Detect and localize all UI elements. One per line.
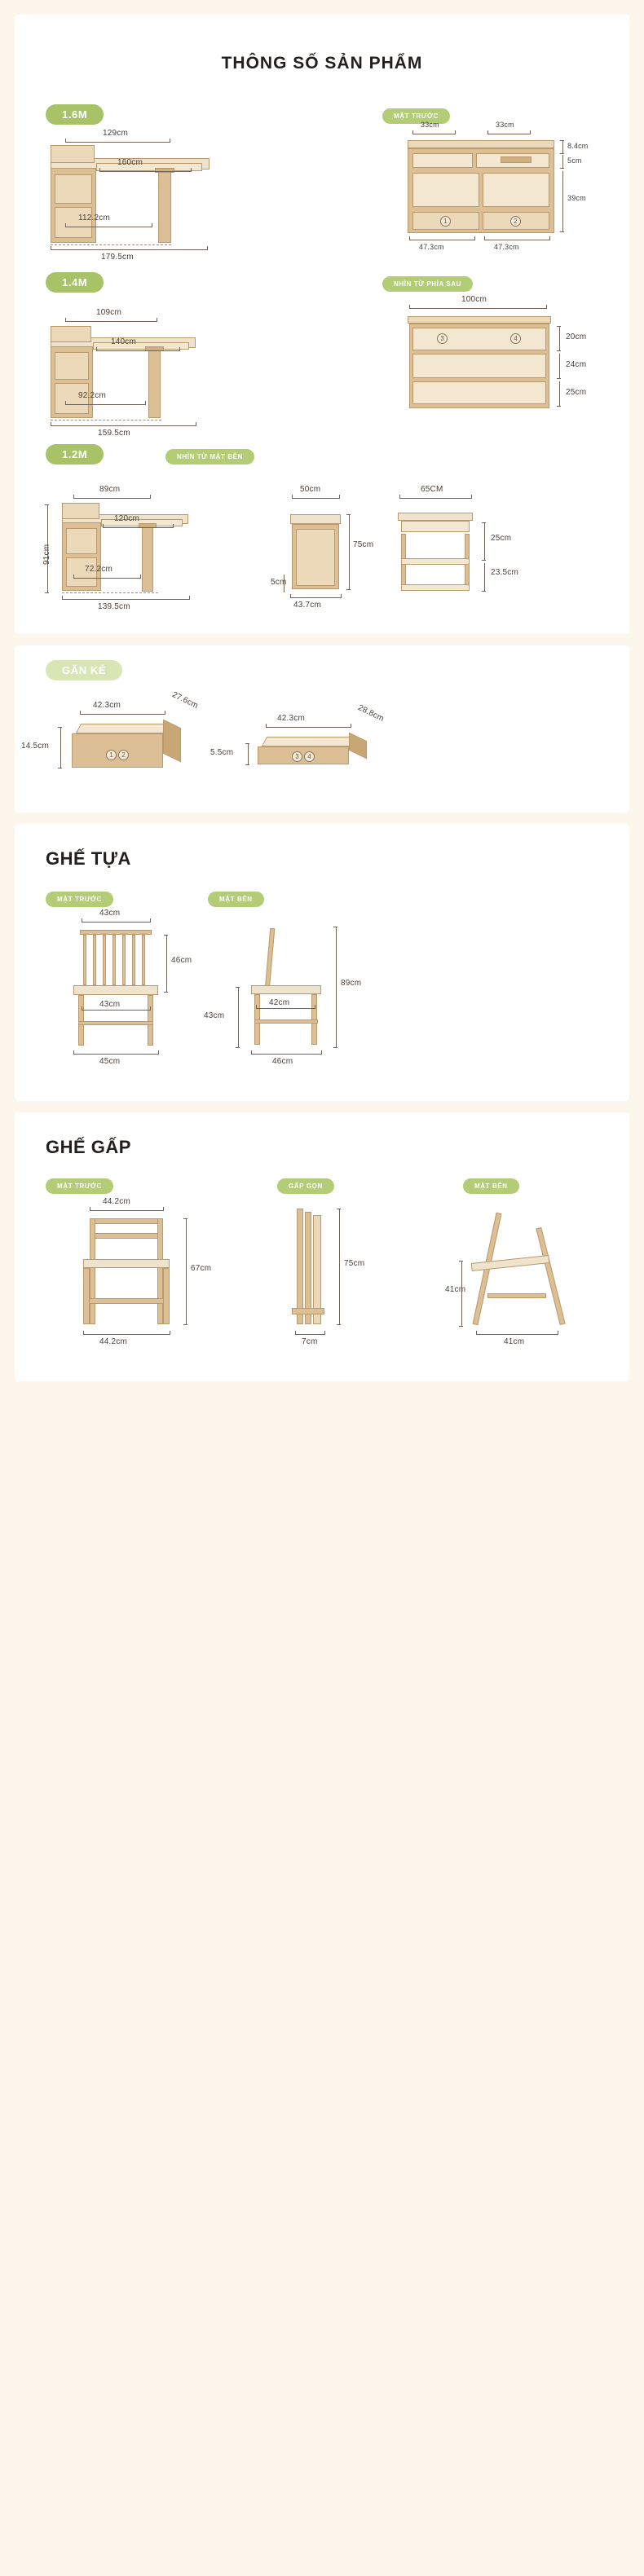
badge-front-view: MẶT TRƯỚC: [382, 108, 450, 124]
dim-front-h3: 39cm: [567, 194, 586, 202]
section-folding-chair: [15, 1112, 629, 1381]
dim-side-b-h2: 23.5cm: [491, 568, 518, 577]
badge-side-view: NHÌN TỪ MẶT BÊN: [165, 449, 254, 465]
section-chair: [15, 824, 629, 1101]
dim-chair-back-height: 46cm: [171, 956, 192, 965]
drawer-number: 4: [304, 751, 315, 762]
badge-size-12m: 1.2M: [46, 444, 104, 465]
dim-chair-seat-width: 43cm: [99, 1000, 121, 1009]
drawer-number: 4: [510, 333, 521, 344]
dim-16m-lower-width: 112.2cm: [78, 214, 111, 222]
dim-drawer-small-width: 42.3cm: [277, 714, 305, 723]
dim-folded-width: 7cm: [302, 1337, 318, 1346]
row-16m: [15, 96, 629, 262]
badge-back-view: NHÌN TỪ PHÍA SAU: [382, 276, 473, 292]
dim-front-left-panel: 33cm: [421, 121, 439, 129]
dim-drawer-big-width: 42.3cm: [93, 701, 121, 710]
dim-14m-lower-width: 92.2cm: [78, 391, 106, 400]
dim-chair-top-width: 43cm: [99, 909, 121, 918]
drawer-number: 3: [292, 751, 302, 762]
dim-12m-total-width: 139.5cm: [98, 602, 130, 611]
drawer-number: 1: [106, 750, 117, 760]
drawer-number: 2: [510, 216, 521, 227]
heading-ghe-tua: GHẾ TỰA: [46, 848, 131, 869]
dim-chair-base-depth: 46cm: [272, 1057, 293, 1066]
dim-fold-bottom-width: 44.2cm: [99, 1337, 127, 1346]
badge-fold-folded: GẤP GỌN: [277, 1178, 334, 1194]
dim-12m-lower-width: 72.2cm: [85, 565, 112, 574]
dim-chair-total-height: 89cm: [341, 979, 362, 988]
drawer-number: 1: [440, 216, 451, 227]
dim-drawer-big-height: 14.5cm: [21, 742, 49, 751]
dim-fold-height: 67cm: [191, 1264, 212, 1273]
badge-size-14m: 1.4M: [46, 272, 104, 293]
badge-drawer: GĂN KÉ: [46, 660, 122, 680]
dim-chair-seat-height: 43cm: [204, 1011, 225, 1020]
dim-side-b-h1: 25cm: [491, 534, 512, 543]
dim-fold-top-width: 44.2cm: [103, 1197, 130, 1206]
dim-16m-inner-width: 160cm: [117, 158, 143, 167]
row-14m: [15, 269, 629, 436]
badge-fold-side: MẶT BÊN: [463, 1178, 519, 1194]
dim-chair-seat-depth: 42cm: [269, 998, 290, 1007]
dim-back-h3: 25cm: [566, 388, 587, 397]
dim-back-h2: 24cm: [566, 360, 587, 369]
dim-fold-side-width: 41cm: [504, 1337, 525, 1346]
dim-14m-total-width: 159.5cm: [98, 429, 130, 438]
dim-front-h1: 8.4cm: [567, 142, 589, 150]
dim-12m-inner-width: 120cm: [114, 514, 140, 523]
dim-12m-top-width: 89cm: [99, 485, 121, 494]
page-title: THÔNG SỐ SẢN PHẨM: [221, 54, 423, 73]
row-12m: [15, 444, 629, 634]
dim-14m-top-width: 109cm: [96, 308, 122, 317]
dim-16m-top-width: 129cm: [103, 129, 129, 138]
dim-drawer-small-height: 5.5cm: [210, 748, 234, 757]
dim-14m-inner-width: 140cm: [111, 337, 137, 346]
dim-side-a-small: 5cm: [271, 578, 287, 587]
dim-front-bottom-left: 47.3cm: [419, 243, 444, 251]
dim-back-h1: 20cm: [566, 332, 587, 341]
dim-side-a-width: 50cm: [300, 485, 321, 494]
dim-front-h2: 5cm: [567, 156, 582, 165]
dim-16m-total-width: 179.5cm: [101, 253, 134, 262]
section-desks: [15, 15, 629, 634]
heading-ghe-gap: GHẾ GẤP: [46, 1137, 131, 1157]
dim-fold-side-height: 41cm: [445, 1285, 466, 1294]
dim-front-bottom-right: 47.3cm: [494, 243, 519, 251]
drawer-number: 2: [118, 750, 129, 760]
dim-drawer-big-depth: 27.6cm: [170, 690, 200, 711]
badge-chair-front: MẶT TRƯỚC: [46, 892, 113, 907]
dim-side-b-width: 65CM: [421, 485, 443, 494]
dim-folded-height: 75cm: [344, 1259, 365, 1268]
section-drawers: [15, 645, 629, 812]
footer-space: [0, 1406, 644, 1422]
dim-chair-base-width: 45cm: [99, 1057, 121, 1066]
badge-fold-front: MẶT TRƯỚC: [46, 1178, 113, 1194]
dim-front-right-panel: 33cm: [496, 121, 514, 129]
badge-size-16m: 1.6M: [46, 104, 104, 125]
dim-side-a-height: 75cm: [353, 540, 374, 549]
dim-back-width: 100cm: [461, 295, 487, 304]
dim-drawer-small-depth: 28.8cm: [356, 703, 386, 724]
dim-12m-height: 91cm: [42, 544, 51, 565]
dim-side-a-bottom: 43.7cm: [293, 601, 321, 610]
drawer-number: 3: [437, 333, 448, 344]
badge-chair-side: MẶT BÊN: [208, 892, 264, 907]
